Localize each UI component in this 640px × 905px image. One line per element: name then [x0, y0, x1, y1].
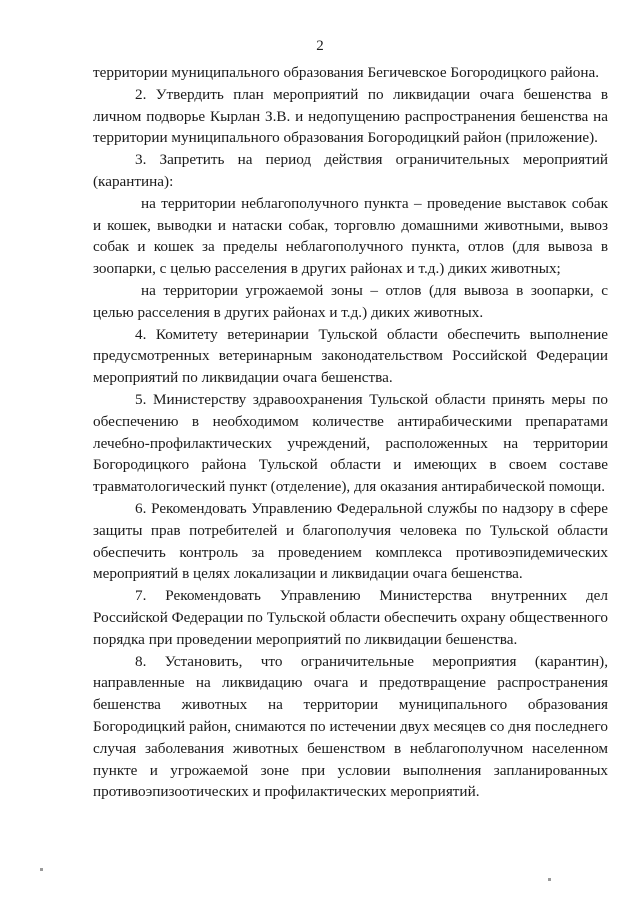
paragraph-item-2: 2. Утвердить план мероприятий по ликвидации очага бешенства в личном подворье Кырлан З.В. и недопущению распространения бешенства на территории муниципального образования Богородицкий район (приложение). — [93, 85, 608, 147]
paragraph-item-5: 5. Министерству здравоохранения Тульской области принять меры по обеспечению в необходимом количестве антирабическими препаратами лечебно-профилактических учреждений, расположенных на территории Богородицкого района Тульской области и имеющих в своем составе травматологический пункт (отделение), для оказания антирабической помощи. — [93, 390, 608, 496]
paragraph-item-3-subitem-b: на территории угрожаемой зоны – отлов (для вывоза в зоопарки, с целью расселения в других районах и т.д.) диких животных. — [93, 281, 608, 321]
page-number: 2 — [316, 38, 324, 54]
scan-artifact-left — [40, 868, 43, 871]
paragraph-continuation: территории муниципального образования Бегичевское Богородицкого района. — [93, 64, 600, 81]
paragraph-item-8: 8. Установить, что ограничительные мероприятия (карантин), направленные на ликвидацию очага и предотвращение распространения бешенства животных на территории муниципального образования Богородицкий район, снимаются по истечении двух месяцев со дня последнего случая заболевания животных бешенством в неблагополучном населенном пункте и угрожаемой зоне при условии выполнения запланированных противоэпизоотических и профилактических мероприятий. — [93, 652, 608, 801]
paragraph-item-4: 4. Комитету ветеринарии Тульской области обеспечить выполнение предусмотренных ветеринарным законодательством Российской Федерации мероприятий по ликвидации очага бешенства. — [93, 325, 608, 387]
paragraph-item-3-subitem-a: на территории неблагополучного пункта – проведение выставок собак и кошек, выводки и натаски собак, торговлю домашними животными, вывоз собак и кошек за пределы неблагополучного пункта, отлов (для вывоза в зоопарки, с целью расселения в других районах и т.д.) диких животных; — [93, 194, 608, 278]
paragraph-item-3: 3. Запретить на период действия ограничительных мероприятий (карантина): — [93, 151, 608, 190]
document-body — [93, 62, 608, 803]
paragraph-item-6: 6. Рекомендовать Управлению Федеральной службы по надзору в сфере защиты прав потребителей и благополучия человека по Тульской области обеспечить контроль за проведением комплекса противоэпидемических мероприятий в целях локализации и ликвидации очага бешенства. — [93, 499, 608, 583]
scan-artifact-right — [548, 878, 551, 881]
paragraph-item-7: 7. Рекомендовать Управлению Министерства внутренних дел Российской Федерации по Тульской области обеспечить охрану общественного порядка при проведении мероприятий по ликвидации бешенства. — [93, 587, 608, 648]
